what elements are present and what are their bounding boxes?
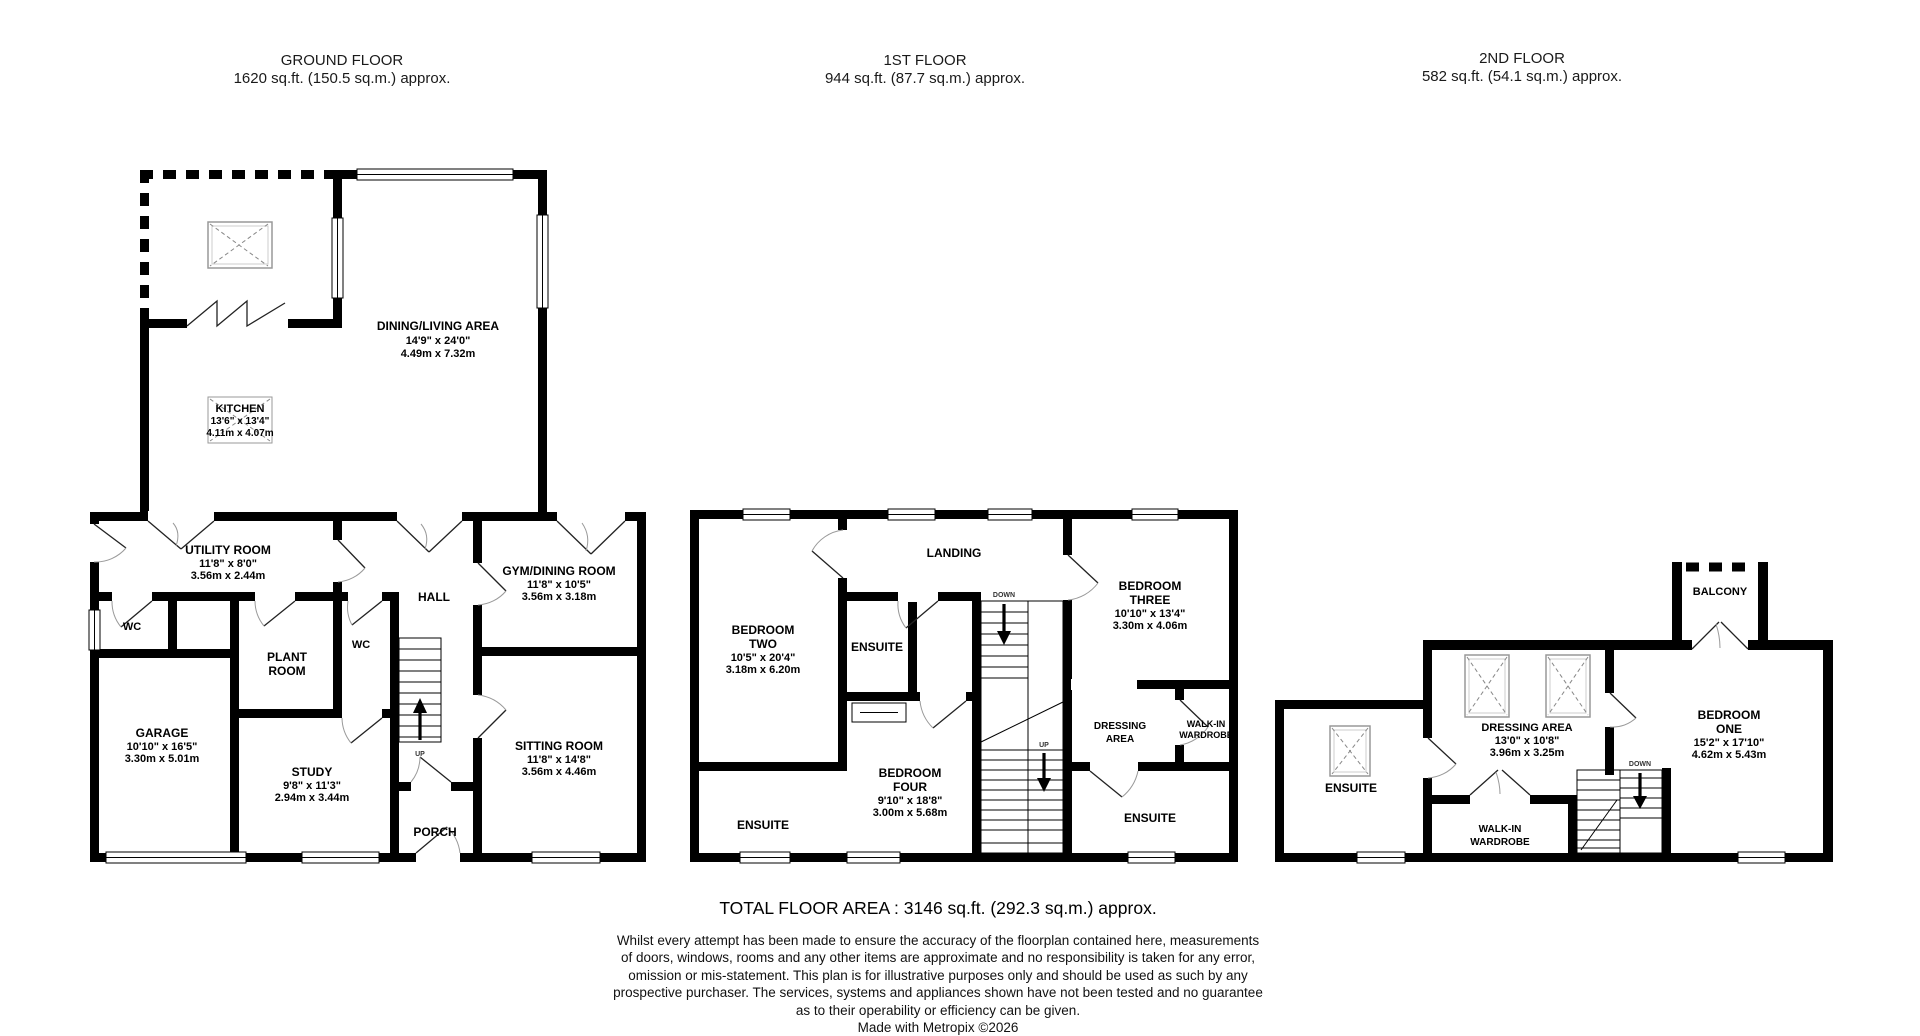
label-bedroom-three-2: THREE — [1129, 593, 1171, 607]
label-balcony: BALCONY — [1692, 586, 1748, 598]
dim-bed4-imp: 9'10" x 18'8" — [877, 795, 943, 807]
label-wardrobe-2: WARDROBE — [1179, 730, 1233, 740]
label-bedroom-three-1: BEDROOM — [1118, 579, 1182, 593]
dim-bed2-imp: 10'5" x 20'4" — [730, 652, 796, 664]
label-dining-living: DINING/LIVING AREA — [376, 319, 500, 333]
label-gym: GYM/DINING ROOM — [502, 564, 616, 578]
second-floor-area: 582 sq.ft. (54.1 sq.m.) approx. — [1421, 68, 1623, 85]
label-wc1: WC — [122, 621, 142, 633]
label-hall: HALL — [418, 590, 450, 604]
label-bedroom-one-1: BEDROOM — [1697, 708, 1761, 722]
dim-gym-imp: 11'8" x 10'5" — [527, 579, 591, 591]
dim-kitchen-met: 4.11m x 4.07m — [206, 428, 274, 439]
dim-bed1-imp: 15'2" x 17'10" — [1693, 737, 1765, 749]
label-bedroom-four-2: FOUR — [893, 780, 927, 794]
disclaimer — [398, 932, 1478, 1019]
dim-garage-imp: 10'10" x 16'5" — [126, 741, 198, 753]
ground-stairs — [399, 638, 441, 758]
up-arrow — [413, 698, 427, 713]
disclaimer-line: prospective purchaser. The services, systems and appliances shown have not been tested and no guarantee — [613, 985, 1263, 1001]
first-stairs — [981, 592, 1063, 853]
dim-gym-met: 3.56m x 3.18m — [521, 591, 597, 603]
disclaimer-line: of doors, windows, rooms and any other items are approximate and no responsibility is taken for any error, — [620, 950, 1256, 966]
label-bedroom-four-1: BEDROOM — [878, 766, 942, 780]
first-floor-area: 944 sq.ft. (87.7 sq.m.) approx. — [824, 70, 1026, 87]
second-stairs — [1577, 761, 1662, 853]
dim-sitting-imp: 11'8" x 14'8" — [527, 754, 591, 766]
dim-study-met: 2.94m x 3.44m — [274, 792, 350, 804]
label-ensuite-mid: ENSUITE — [850, 640, 904, 654]
dim-bed3-met: 3.30m x 4.06m — [1112, 620, 1188, 632]
dim-dressing-met: 3.96m x 3.25m — [1489, 747, 1565, 759]
label-sitting: SITTING ROOM — [515, 739, 603, 753]
second-floor-title: 2ND FLOOR — [1479, 50, 1565, 67]
first-floor-plan — [690, 509, 1238, 863]
second-openings — [1422, 738, 1433, 778]
dim-bed2-met: 3.18m x 6.20m — [725, 664, 801, 676]
dim-sitting-met: 3.56m x 4.46m — [521, 766, 597, 778]
label-kitchen: KITCHEN — [215, 403, 265, 415]
stairs-down-label: DOWN — [992, 592, 1016, 599]
label-garage: GARAGE — [135, 726, 189, 740]
label-landing: LANDING — [926, 546, 982, 560]
ground-floor-area: 1620 sq.ft. (150.5 sq.m.) approx. — [233, 70, 451, 87]
disclaimer-line: as to their operability or efficiency can be given. — [795, 1002, 1081, 1018]
stairs-down-label: DOWN — [1628, 761, 1652, 768]
dim-kitchen-imp: 13'6" x 13'4" — [210, 416, 270, 427]
disclaimer-line: Whilst every attempt has been made to ensure the accuracy of the floorplan contained here, measurements — [616, 933, 1260, 948]
ground-floor-title: GROUND FLOOR — [280, 52, 404, 69]
metropix-credit: Made with Metropix ©2026 — [857, 1020, 1019, 1035]
stairs-up-label: UP — [415, 751, 425, 758]
label-study: STUDY — [291, 765, 333, 779]
label-wc2: WC — [351, 639, 371, 651]
label-bedroom-one-2: ONE — [1715, 722, 1743, 736]
first-walls — [690, 510, 1238, 862]
dim-dining-met: 4.49m x 7.32m — [400, 348, 476, 360]
label-walkin-1: WALK-IN — [1478, 824, 1522, 835]
second-floor-plan — [1275, 562, 1833, 863]
down-arrow — [997, 631, 1011, 645]
ground-floor-plan — [89, 169, 646, 863]
dim-garage-met: 3.30m x 5.01m — [124, 753, 200, 765]
label-plant-1: PLANT — [267, 650, 307, 664]
dim-bed1-met: 4.62m x 5.43m — [1691, 749, 1767, 761]
stairs-up-label: UP — [1039, 742, 1049, 749]
skylight — [208, 222, 272, 268]
dim-bed3-imp: 10'10" x 13'4" — [1114, 608, 1186, 620]
label-ensuite-right: ENSUITE — [1123, 811, 1177, 825]
label-plant-2: ROOM — [268, 664, 306, 678]
first-floor-title: 1ST FLOOR — [883, 52, 967, 69]
label-dressing-2: AREA — [1105, 734, 1135, 745]
label-wardrobe-1: WALK-IN — [1186, 719, 1226, 729]
label-dressing-area: DRESSING AREA — [1481, 722, 1573, 734]
label-walkin-2: WARDROBE — [1470, 837, 1530, 848]
total-floor-area: TOTAL FLOOR AREA : 3146 sq.ft. (292.3 sq.m.) approx. — [719, 898, 1157, 918]
label-dressing-1: DRESSING — [1093, 721, 1147, 732]
label-bedroom-two-1: BEDROOM — [731, 623, 795, 637]
dim-bed4-met: 3.00m x 5.68m — [872, 807, 948, 819]
dim-utility-imp: 11'8" x 8'0" — [199, 558, 257, 570]
first-doors — [812, 530, 1208, 797]
dim-dining-imp: 14'9" x 24'0" — [405, 335, 471, 347]
dim-study-imp: 9'8" x 11'3" — [283, 780, 341, 792]
label-utility: UTILITY ROOM — [185, 543, 271, 557]
label-ensuite-left: ENSUITE — [736, 818, 790, 832]
label-ensuite-2f: ENSUITE — [1324, 781, 1378, 795]
label-porch: PORCH — [413, 825, 457, 839]
cupboard — [852, 703, 906, 722]
disclaimer-line: omission or mis-statement. This plan is for illustrative purposes only and should be used as such by any — [628, 967, 1248, 983]
dim-utility-met: 3.56m x 2.44m — [190, 570, 266, 582]
dim-dressing-imp: 13'0" x 10'8" — [1494, 735, 1560, 747]
down-arrow — [1633, 796, 1647, 809]
label-bedroom-two-2: TWO — [749, 637, 777, 651]
